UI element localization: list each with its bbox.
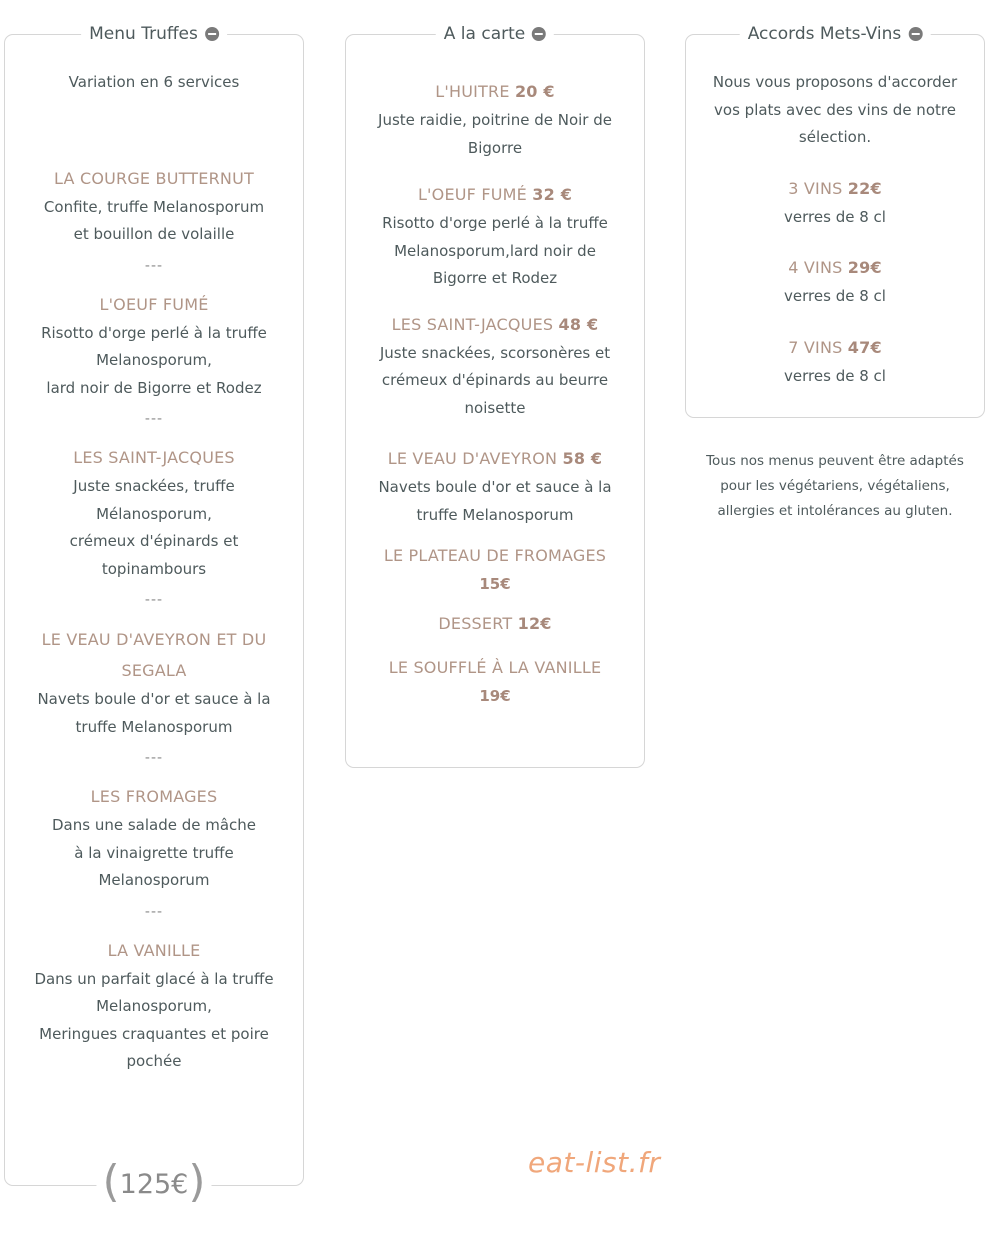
collapse-icon[interactable] (532, 27, 546, 41)
a-la-carte-header[interactable] (436, 22, 554, 46)
wine-option-price: 22€ (847, 178, 882, 198)
dish-item (366, 77, 624, 162)
dish-price: 15€ (479, 575, 511, 593)
dietary-note (690, 449, 980, 524)
course-desc-line: et bouillon de volaille (73, 225, 235, 243)
course-item (31, 443, 277, 583)
course-desc-line: à la vinaigrette truffe (74, 843, 234, 862)
accords-intro-line: Nous vous proposons d'accorder (712, 73, 958, 91)
course-name: LES SAINT-JACQUES (73, 448, 235, 467)
course-desc-line: Meringues craquantes et poire (39, 1024, 269, 1043)
menu-price: (125€) (96, 1159, 211, 1212)
dietary-note-line: allergies et intolérances au gluten. (717, 503, 953, 519)
dish-price: 58 € (562, 449, 603, 468)
wine-option-detail: verres de 8 cl (784, 207, 886, 226)
course-desc-line: Melanosporum (98, 871, 210, 889)
wine-option (704, 174, 966, 232)
dish-desc-line: Juste snackées, scorsonères et (379, 343, 611, 362)
dish-desc-line: Navets boule d'or et sauce à la (378, 478, 612, 496)
dish-desc-line: Risotto d'orge perlé à la truffe (382, 214, 608, 232)
wine-option-detail: verres de 8 cl (784, 287, 886, 305)
dish-desc-line: Juste raidie, poitrine de Noir de (378, 111, 612, 129)
course-name: LA VANILLE (107, 940, 201, 960)
dish-name: LE VEAU D'AVEYRON (387, 449, 558, 468)
dish-price: 12€ (517, 614, 552, 633)
course-desc-line: Melanosporum, (96, 351, 212, 369)
dish-item (366, 310, 624, 423)
collapse-icon[interactable] (908, 27, 922, 41)
dish-price: 32 € (532, 185, 573, 204)
menu-truffes-title: Menu Truffes (89, 24, 198, 44)
course-desc-line: lard noir de Bigorre et Rodez (46, 378, 262, 397)
accords-title: Accords Mets-Vins (747, 24, 902, 44)
accords-intro-line: sélection. (798, 128, 872, 146)
course-desc-line: pochée (126, 1052, 182, 1070)
course-desc-line: Melanosporum, (96, 997, 212, 1015)
course-desc-line: Navets boule d'or et sauce à la (37, 690, 271, 708)
course-separator: --- (144, 903, 164, 920)
wine-option-price: 29€ (847, 258, 882, 277)
course-desc-line: topinambours (101, 559, 207, 578)
course-desc-line: Dans une salade de mâche (51, 816, 257, 834)
dish-item (366, 653, 624, 709)
course-desc-line: Confite, truffe Melanosporum (43, 197, 265, 216)
course-item (31, 164, 277, 249)
course-item (31, 936, 277, 1076)
dish-desc-line: Melanosporum,lard noir de (394, 241, 596, 260)
course-item (31, 782, 277, 895)
dish-name: LES SAINT-JACQUES (391, 314, 554, 334)
course-name: LE VEAU D'AVEYRON ET DU SEGALA (41, 630, 267, 680)
menu-truffes-header[interactable] (81, 22, 227, 46)
wine-option-detail: verres de 8 cl (784, 366, 886, 385)
dish-name: L'OEUF FUMÉ (417, 185, 527, 204)
course-item (31, 624, 277, 741)
dish-item (366, 444, 624, 529)
dish-desc-line: noisette (464, 398, 526, 417)
wine-option-name: 7 VINS (788, 337, 843, 357)
watermark: eat-list.fr (528, 1146, 661, 1179)
dish-desc-line: crémeux d'épinards au beurre (381, 371, 609, 389)
dish-desc-line: truffe Melanosporum (416, 505, 574, 524)
dish-price: 20 € (514, 82, 555, 101)
dish-name: LE SOUFFLÉ À LA VANILLE (388, 658, 602, 677)
a-la-carte-card (345, 24, 645, 768)
wine-option-name: 3 VINS (788, 178, 843, 198)
wine-option-price: 47€ (847, 337, 882, 357)
course-name: L'OEUF FUMÉ (99, 294, 209, 314)
dietary-note-line: Tous nos menus peuvent être adaptés (706, 453, 964, 469)
menu-truffes-card (4, 24, 304, 1207)
course-separator: --- (144, 257, 164, 274)
course-separator: --- (144, 411, 164, 427)
accords-header[interactable] (740, 22, 931, 46)
dish-name: L'HUITRE (435, 82, 510, 101)
dish-price: 19€ (479, 687, 511, 705)
dietary-note-line: pour les végétariens, végétaliens, (720, 478, 950, 494)
dish-desc-line: Bigorre (467, 138, 523, 157)
course-desc-line: Risotto d'orge perlé à la truffe (41, 323, 267, 342)
wine-option (704, 333, 966, 391)
dish-item (366, 180, 624, 293)
dish-item (366, 541, 624, 597)
course-desc-line: Juste snackées, truffe (73, 477, 235, 495)
course-desc-line: Mélanosporum, (96, 504, 212, 523)
dish-desc-line: Bigorre et Rodez (432, 269, 558, 287)
menu-price-value: 125€ (119, 1168, 189, 1200)
menu-subtitle: Variation en 6 services (68, 73, 240, 91)
dish-item (366, 609, 624, 639)
wine-option (704, 253, 966, 311)
wine-option-name: 4 VINS (788, 258, 843, 277)
course-name: LES FROMAGES (90, 787, 218, 806)
dish-price: 48 € (558, 314, 599, 334)
course-desc-line: Dans un parfait glacé à la truffe (34, 969, 274, 988)
accords-intro-line: vos plats avec des vins de notre (714, 100, 956, 119)
a-la-carte-title: A la carte (443, 24, 526, 44)
course-separator: --- (144, 750, 164, 766)
dish-name: DESSERT (438, 614, 513, 633)
course-name: LA COURGE BUTTERNUT (54, 168, 254, 188)
course-item (31, 290, 277, 403)
accords-card (685, 24, 985, 418)
course-separator: --- (144, 592, 164, 608)
course-desc-line: crémeux d'épinards et (69, 532, 239, 550)
course-desc-line: truffe Melanosporum (75, 717, 233, 736)
collapse-icon[interactable] (205, 27, 219, 41)
dish-name: LE PLATEAU DE FROMAGES (383, 546, 607, 565)
